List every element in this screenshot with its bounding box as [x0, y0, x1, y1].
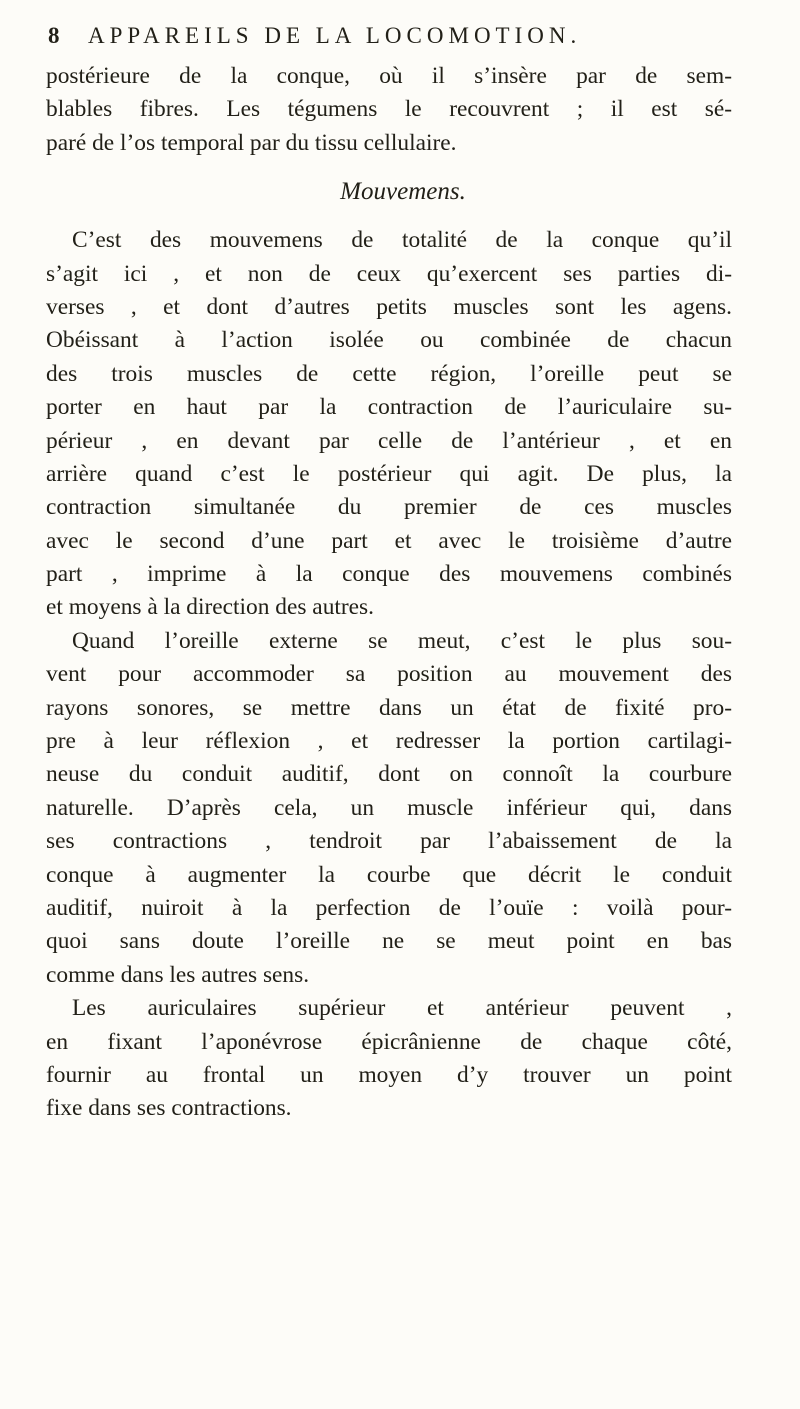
text-line: paré de l’os temporal par du tissu cellulaire. — [46, 129, 457, 156]
text-line: arrière quand c’est le postérieur qui agit. De plus, la — [46, 460, 732, 487]
text-line: comme dans les autres sens. — [46, 961, 310, 988]
text-line: blables fibres. Les tégumens le recouvrent ; il est sé- — [46, 96, 732, 123]
text-line: contraction simultanée du premier de ces muscles — [46, 494, 732, 521]
paragraph — [46, 224, 732, 625]
paragraph-continued — [46, 60, 732, 160]
text-line: Les auriculaires supérieur et antérieur peuvent , — [72, 995, 732, 1022]
text-line: C’est des mouvemens de totalité de la conque qu’il — [72, 227, 732, 254]
text-line: neuse du conduit auditif, dont on connoît la courbure — [46, 761, 732, 788]
text-line: Obéissant à l’action isolée ou combinée de chacun — [46, 327, 732, 354]
text-line: rayons sonores, se mettre dans un état de fixité pro- — [46, 694, 732, 721]
text-line: ses contractions , tendroit par l’abaissement de la — [46, 828, 732, 855]
page-header — [48, 20, 688, 52]
text-line: porter en haut par la contraction de l’auriculaire su- — [46, 394, 732, 421]
text-line: et moyens à la direction des autres. — [46, 594, 375, 621]
body-text — [46, 60, 732, 1126]
text-line: part , imprime à la conque des mouvemens combinés — [46, 561, 732, 588]
text-line: auditif, nuiroit à la perfection de l’ouïe : voilà pour- — [46, 894, 732, 921]
paragraph — [46, 992, 732, 1126]
page-number: 8 — [48, 23, 60, 48]
text-line: des trois muscles de cette région, l’oreille peut se — [46, 360, 732, 387]
text-line: conque à augmenter la courbe que décrit le conduit — [46, 861, 732, 888]
text-line: périeur , en devant par celle de l’antérieur , et en — [46, 427, 732, 454]
paragraph — [46, 625, 732, 992]
text-line: Quand l’oreille externe se meut, c’est le plus sou- — [72, 627, 732, 654]
text-line: fournir au frontal un moyen d’y trouver un point — [46, 1061, 732, 1088]
text-line: postérieure de la conque, où il s’insère par de sem- — [46, 63, 732, 89]
text-line: quoi sans doute l’oreille ne se meut point en bas — [46, 928, 732, 955]
text-line: pre à leur réflexion , et redresser la portion cartilagi- — [46, 728, 732, 755]
text-line: avec le second d’une part et avec le troisième d’autre — [46, 527, 732, 554]
text-line: en fixant l’aponévrose épicrânienne de chaque côté, — [46, 1028, 732, 1055]
text-line: vent pour accommoder sa position au mouvement des — [46, 661, 732, 688]
text-line: s’agit ici , et non de ceux qu’exercent ses parties di- — [46, 260, 732, 287]
running-title: APPAREILS DE LA LOCOMOTION. — [88, 23, 582, 48]
text-line: fixe dans ses contractions. — [46, 1095, 292, 1122]
text-line: naturelle. D’après cela, un muscle inférieur qui, dans — [46, 794, 732, 821]
text-line: verses , et dont d’autres petits muscles sont les agens. — [46, 293, 732, 320]
section-heading: Mouvemens. — [340, 178, 466, 206]
